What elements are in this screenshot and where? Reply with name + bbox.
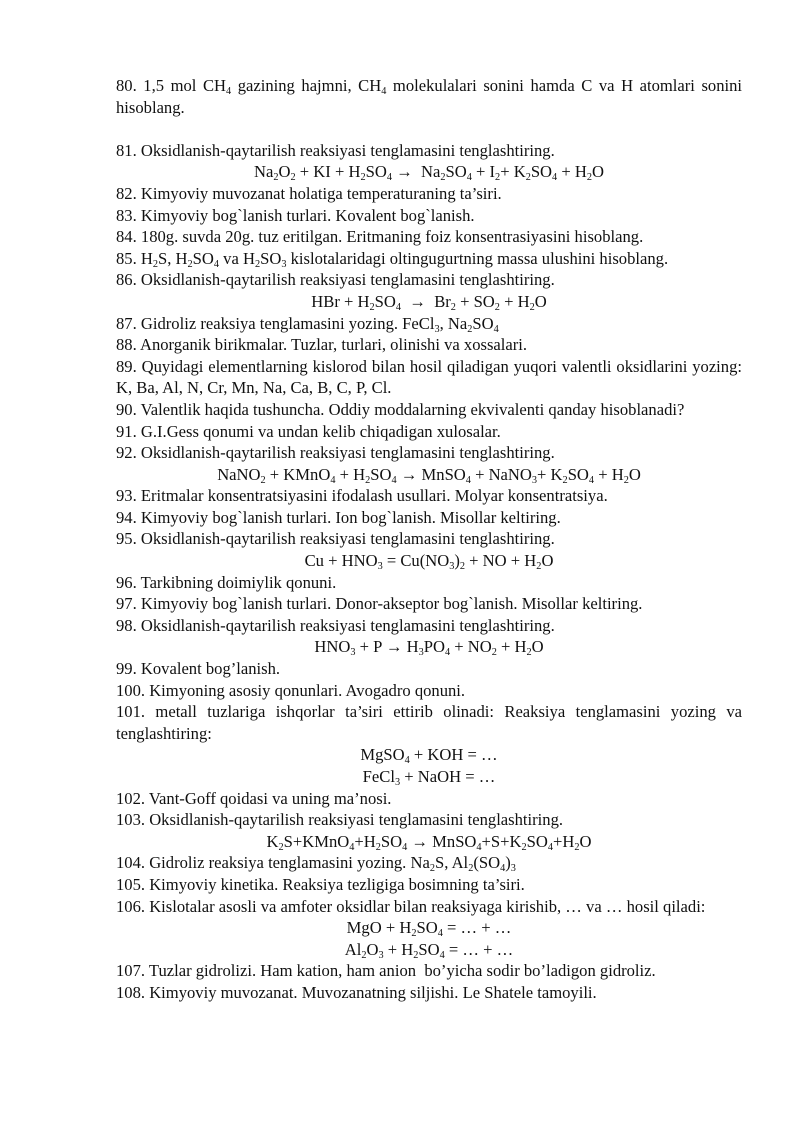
equation-line: $Cu + HNO_3 = Cu(NO_3)_2$ + NO + $H_2O$ [304, 551, 554, 572]
question-text: 86. Oksidlanish-qaytarilish reaksiyasi tenglamasini tenglashtiring. [116, 270, 555, 290]
blank-line [116, 118, 742, 140]
question-text: 105. Kimyoviy kinetika. Reaksiya tezligiga bosimning ta’siri. [116, 874, 525, 894]
equation-line: $Al_2O_3 + H_2SO_4$ = … + … [344, 939, 514, 961]
question-text: 85. $H_2S$, $H_2SO_4$ va $H_2SO_3$ kislotalaridagi oltingugurtning massa ulushini hisoblang. [116, 248, 669, 270]
equation-line: MgO + $H_2SO_4$ = … + … [346, 918, 512, 940]
question-text: 97. Kimyoviy bog`lanish turlari. Donor-akseptor bog`lanish. Misollar keltiring. [116, 594, 643, 614]
question-text: 107. Tuzlar gidrolizi. Ham kation, ham anion bo’yicha sodir bo’ladigon gidroliz. [116, 961, 656, 981]
equation-line: $Na_2O_2$ + KI + $H_2SO_4 \to Na_2SO_4 + I_2+ K_2SO_4 + H_2O$ [254, 162, 604, 184]
question-text: 88. Anorganik birikmalar. Tuzlar, turlari, olinishi va xossalari. [116, 335, 528, 355]
question-text: 94. Kimyoviy bog`lanish turlari. Ion bog`lanish. Misollar keltiring. [116, 507, 561, 527]
question-text: 84. 180g. suvda 20g. tuz eritilgan. Eritmaning foiz konsentrasiyasini hisoblang. [116, 227, 644, 247]
question-text: 98. Oksidlanish-qaytarilish reaksiyasi tenglamasini tenglashtiring. [116, 615, 555, 635]
question-text: 87. Gidroliz reaksiya tenglamasini yozing. FeCl$_3$, $Na_2SO_4$ [116, 313, 499, 335]
question-text: 104. Gidroliz reaksiya tenglamasini yozing. $Na_2S$, $Al_2(SO_4)_3$ [116, 853, 516, 875]
question-text: 95. Oksidlanish-qaytarilish reaksiyasi tenglamasini tenglashtiring. [116, 529, 555, 549]
question-text: 106. Kislotalar asosli va amfoter oksidlar bilan reaksiyaga kirishib, … va … hosil qiladi: [116, 896, 706, 916]
question-text: 101. metall tuzlariga ishqorlar ta’siri ettirib olinadi: Reaksiya tenglamasini yozing va tenglashtiring: [116, 702, 742, 743]
question-text: 108. Kimyoviy muvozanat. Muvozanatning siljishi. Le Shatele tamoyili. [116, 982, 597, 1002]
question-text: 83. Kimyoviy bog`lanish turlari. Kovalent bog`lanish. [116, 205, 475, 225]
question-text: 102. Vant-Goff qoidasi va uning ma’nosi. [116, 788, 392, 808]
equation-line: $K_2S+KMnO_4+H_2SO_4$ → $MnSO_4+S+K_2SO_4+H_2O$ [266, 831, 592, 853]
equation-line: HBr + $H_2SO_4 \to Br_2 + SO_2 + H_2O$ [311, 291, 547, 313]
question-text: 80. 1,5 mol $CH_4$ gazining hajmni, $CH_4$ molekulalari sonini hamda C va H atomlari sonini hisoblang. [116, 76, 743, 117]
question-text: 92. Oksidlanish-qaytarilish reaksiyasi tenglamasini tenglashtiring. [116, 443, 555, 463]
question-text: 81. Oksidlanish-qaytarilish reaksiyasi tenglamasini tenglashtiring. [116, 140, 555, 160]
question-text: 100. Kimyoning asosiy qonunlari. Avogadro qonuni. [116, 680, 466, 700]
equation-line: $HNO_3 + P \to H_3PO_4 + NO_2 + H_2O$ [314, 637, 544, 659]
question-text: 89. Quyidagi elementlarning kislorod bilan hosil qiladigan yuqori valentli oksidlarini yozing: K, Ba, Al, N, Cr, Mn, Na, Ca, B, C, P, Cl. [116, 356, 742, 398]
equation-line: FeCl$_3$ + NaOH = … [362, 767, 496, 788]
question-text: 91. G.I.Gess qonumi va undan kelib chiqadigan xulosalar. [116, 421, 501, 441]
equation-line: NaNO$_2$ + KMnO$_4$ + $H_2SO_4$ → MnSO$_4$ + NaNO$_3$+ $K_2SO_4 + H_2O$ [217, 464, 641, 486]
document-page [116, 75, 742, 1004]
question-text: 93. Eritmalar konsentratsiyasini ifodalash usullari. Molyar konsentratsiya. [116, 486, 608, 506]
equation-line: MgSO$_4$ + KOH = … [360, 745, 498, 767]
question-text: 103. Oksidlanish-qaytarilish reaksiyasi tenglamasini tenglashtiring. [116, 810, 564, 830]
question-text: 96. Tarkibning doimiylik qonuni. [116, 572, 337, 592]
question-text: 90. Valentlik haqida tushuncha. Oddiy moddalarning ekvivalenti qanday hisoblanadi? [116, 399, 685, 419]
question-text: 99. Kovalent bog’lanish. [116, 659, 281, 679]
question-text: 82. Kimyoviy muvozanat holatiga temperaturaning ta’siri. [116, 183, 502, 203]
